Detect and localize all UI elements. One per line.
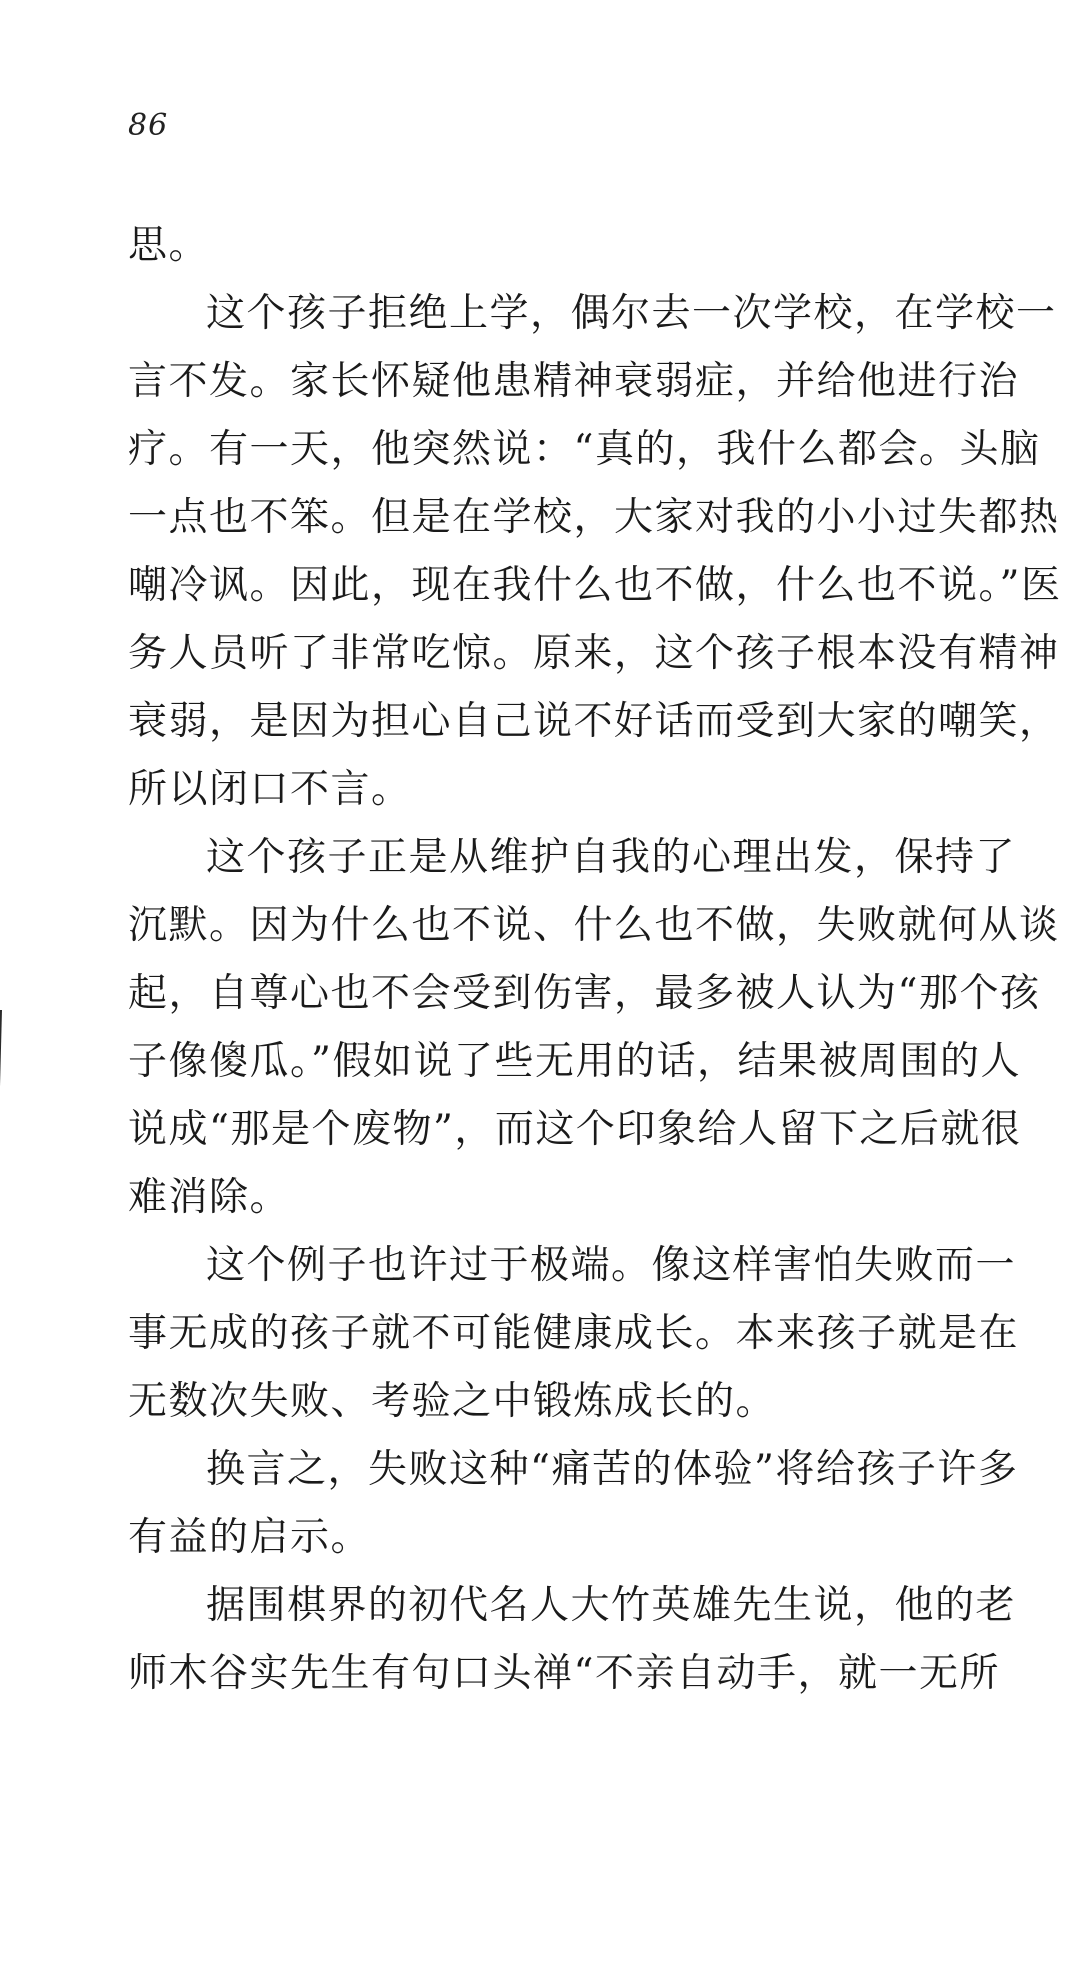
text-line: 衰弱，是因为担心自己说不好话而受到大家的嘲笑， [128,699,1060,744]
text-line: 嘲冷讽。因此，现在我什么也不做，什么也不说。”医 [128,563,1062,608]
text-line: 一点也不笨。但是在学校，大家对我的小小过失都热 [128,495,1060,540]
text-line: 难消除。 [128,1175,291,1220]
body-text [128,212,1062,1708]
text-line: 疗。有一天，他突然说：“真的，我什么都会。头脑 [128,427,1041,472]
text-line: 沉默。因为什么也不说、什么也不做，失败就何从谈 [128,903,1060,948]
text-line: 这个孩子正是从维护自我的心理出发，保持了 [206,835,1017,880]
text-line: 说成“那是个废物”，而这个印象给人留下之后就很 [128,1107,1022,1152]
text-line: 务人员听了非常吃惊。原来，这个孩子根本没有精神 [128,631,1060,676]
page-number: 86 [128,108,169,143]
text-line: 师木谷实先生有句口头禅“不亲自动手，就一无所 [128,1651,1000,1696]
text-line: 据围棋界的初代名人大竹英雄先生说，他的老 [206,1583,1017,1628]
text-line: 起，自尊心也不会受到伤害，最多被人认为“那个孩 [128,971,1041,1016]
text-line: 思。 [128,223,210,268]
text-line: 事无成的孩子就不可能健康成长。本来孩子就是在 [128,1311,1020,1356]
text-line: 换言之，失败这种“痛苦的体验”将给孩子许多 [206,1447,1019,1492]
text-line: 有益的启示。 [128,1515,372,1560]
page-edge-shadow [0,1010,2,1961]
text-line: 言不发。家长怀疑他患精神衰弱症，并给他进行治 [128,359,1020,404]
text-line: 这个例子也许过于极端。像这样害怕失败而一 [206,1243,1017,1288]
text-line: 这个孩子拒绝上学，偶尔去一次学校，在学校一 [206,291,1057,336]
text-line: 无数次失败、考验之中锻炼成长的。 [128,1379,777,1424]
text-line: 子像傻瓜。”假如说了些无用的话，结果被周围的人 [128,1039,1021,1084]
text-line: 所以闭口不言。 [128,767,412,812]
